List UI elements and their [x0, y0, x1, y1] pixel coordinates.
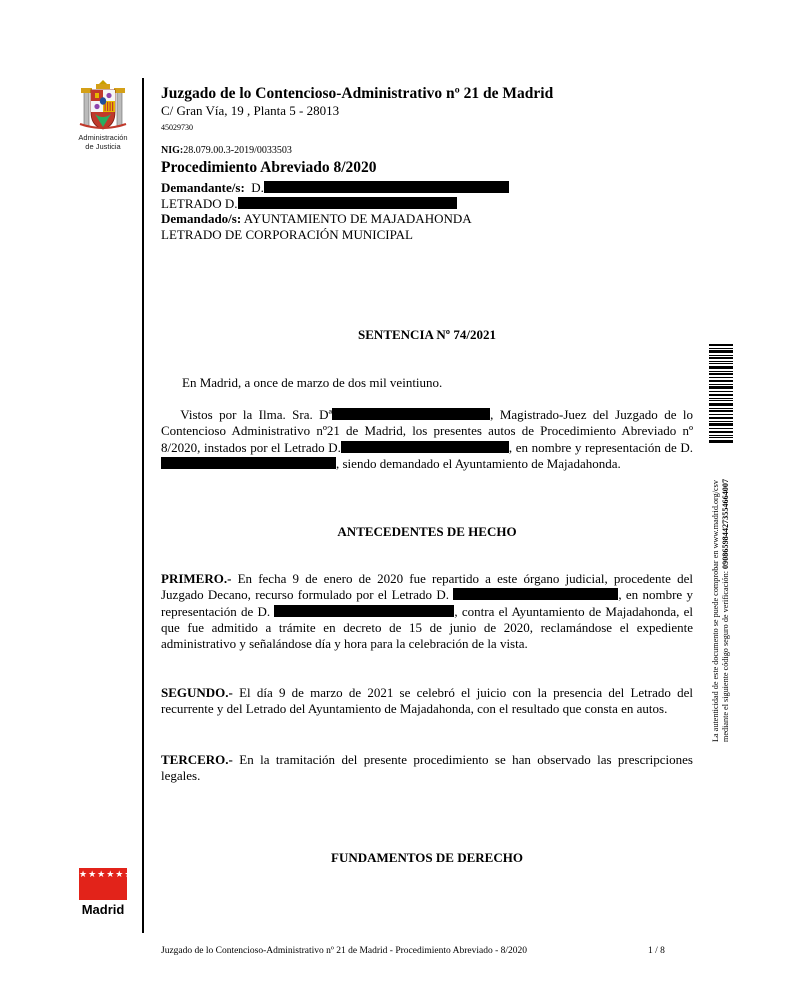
court-address: C/ Gran Vía, 19 , Planta 5 - 28013 [161, 103, 340, 118]
vistos-text-1: Vistos por la Ilma. Sra. Dª [180, 407, 333, 422]
primero-text-1: En fecha 9 de enero de 2020 fue repartido a este órgano judicial, procedente del Juzgado Decano, recurso formulado por el Letrado D. [161, 571, 693, 603]
csv-verification-prefix: mediante el siguiente código seguro de verificación: [721, 568, 730, 742]
redaction-block [238, 197, 457, 209]
primero-label: PRIMERO.- [161, 571, 232, 586]
vistos-text-3: , en nombre y representación de D. [508, 439, 693, 455]
nig-value: 28.079.00.3-2019/0033503 [183, 145, 292, 156]
barcode [709, 344, 733, 444]
redaction-block [274, 605, 454, 617]
court-code: 45029730 [161, 123, 193, 132]
redaction-block [161, 457, 336, 469]
justice-caption-line2: de Justicia [85, 142, 121, 151]
tercero-text: En la tramitación del presente procedimiento se han observado las prescripciones legales. [161, 752, 693, 784]
vistos-paragraph [161, 407, 693, 472]
demandante-label: Demandante/s: [161, 180, 245, 195]
csv-verification-line2 [721, 442, 731, 742]
demandado-line [161, 211, 472, 227]
redaction-block [341, 441, 509, 453]
madrid-stars-icon: ★★★★★★★ [79, 870, 143, 880]
demandado-value: AYUNTAMIENTO DE MAJADAHONDA [243, 211, 472, 226]
date-line: En Madrid, a once de marzo de dos mil veintiuno. [182, 375, 443, 390]
primero-paragraph [161, 571, 693, 652]
letrado-corporacion-line: LETRADO DE CORPORACIÓN MUNICIPAL [161, 227, 413, 242]
vistos-text-4: , siendo demandado el Ayuntamiento de Majadahonda. [336, 455, 621, 471]
demandante-line [161, 180, 509, 196]
coat-of-arms-logo [76, 78, 130, 132]
csv-code: 0908659844273554664007 [721, 478, 730, 569]
segundo-paragraph [161, 685, 693, 718]
fundamentos-title: FUNDAMENTOS DE DERECHO [331, 850, 523, 865]
demandado-label: Demandado/s: [161, 211, 242, 226]
justice-administration-caption [70, 133, 136, 151]
redaction-block [264, 181, 509, 193]
page-number: 1 / 8 [648, 946, 665, 956]
redaction-block [332, 408, 490, 420]
segundo-text: El día 9 de marzo de 2021 se celebró el juicio con la presencia del Letrado del recurrente y del Letrado del Ayuntamiento de Majadahonda, con el resultado que consta en autos. [161, 685, 693, 717]
tercero-label: TERCERO.- [161, 752, 233, 767]
nig-line [161, 145, 292, 157]
demandante-prefix: D. [251, 180, 264, 195]
madrid-logo-text: Madrid [81, 902, 125, 917]
csv-verification-line1: La autenticidad de este documento se puede comprobar en www.madrid.org/csv [711, 480, 720, 742]
letrado-prefix: LETRADO D. [161, 196, 238, 211]
sentencia-title: SENTENCIA Nº 74/2021 [358, 327, 496, 342]
vertical-rule [142, 78, 144, 933]
primero-text-3: , contra el Ayuntamiento de Majadahonda, el que fue admitido a trámite en decreto de 15 de junio de 2020, reclamándose el expediente administrativo y señalándose día y hora para la celebración de la vista. [161, 603, 694, 652]
procedure-title: Procedimiento Abreviado 8/2020 [161, 159, 377, 176]
footer-text: Juzgado de lo Contencioso-Administrativo nº 21 de Madrid - Procedimiento Abreviado - 8/2020 [161, 946, 527, 956]
redaction-block [453, 588, 618, 600]
madrid-logo [79, 868, 143, 900]
csv-verification-text [711, 442, 731, 742]
tercero-paragraph [161, 752, 693, 785]
primero-text-2: , en nombre y representación de D. [161, 587, 694, 619]
segundo-label: SEGUNDO.- [161, 685, 233, 700]
vistos-text-2: , Magistrado-Juez del Juzgado de lo Contencioso Administrativo nº21 de Madrid, los presentes autos de Procedimiento Abreviado nº 8/2020, instados por el Letrado D. [161, 407, 693, 455]
justice-caption-line1: Administración [78, 133, 128, 142]
antecedentes-title: ANTECEDENTES DE HECHO [337, 524, 517, 539]
letrado-line [161, 196, 457, 212]
nig-label: NIG: [161, 145, 184, 156]
court-title: Juzgado de lo Contencioso-Administrativo nº 21 de Madrid [161, 85, 554, 102]
